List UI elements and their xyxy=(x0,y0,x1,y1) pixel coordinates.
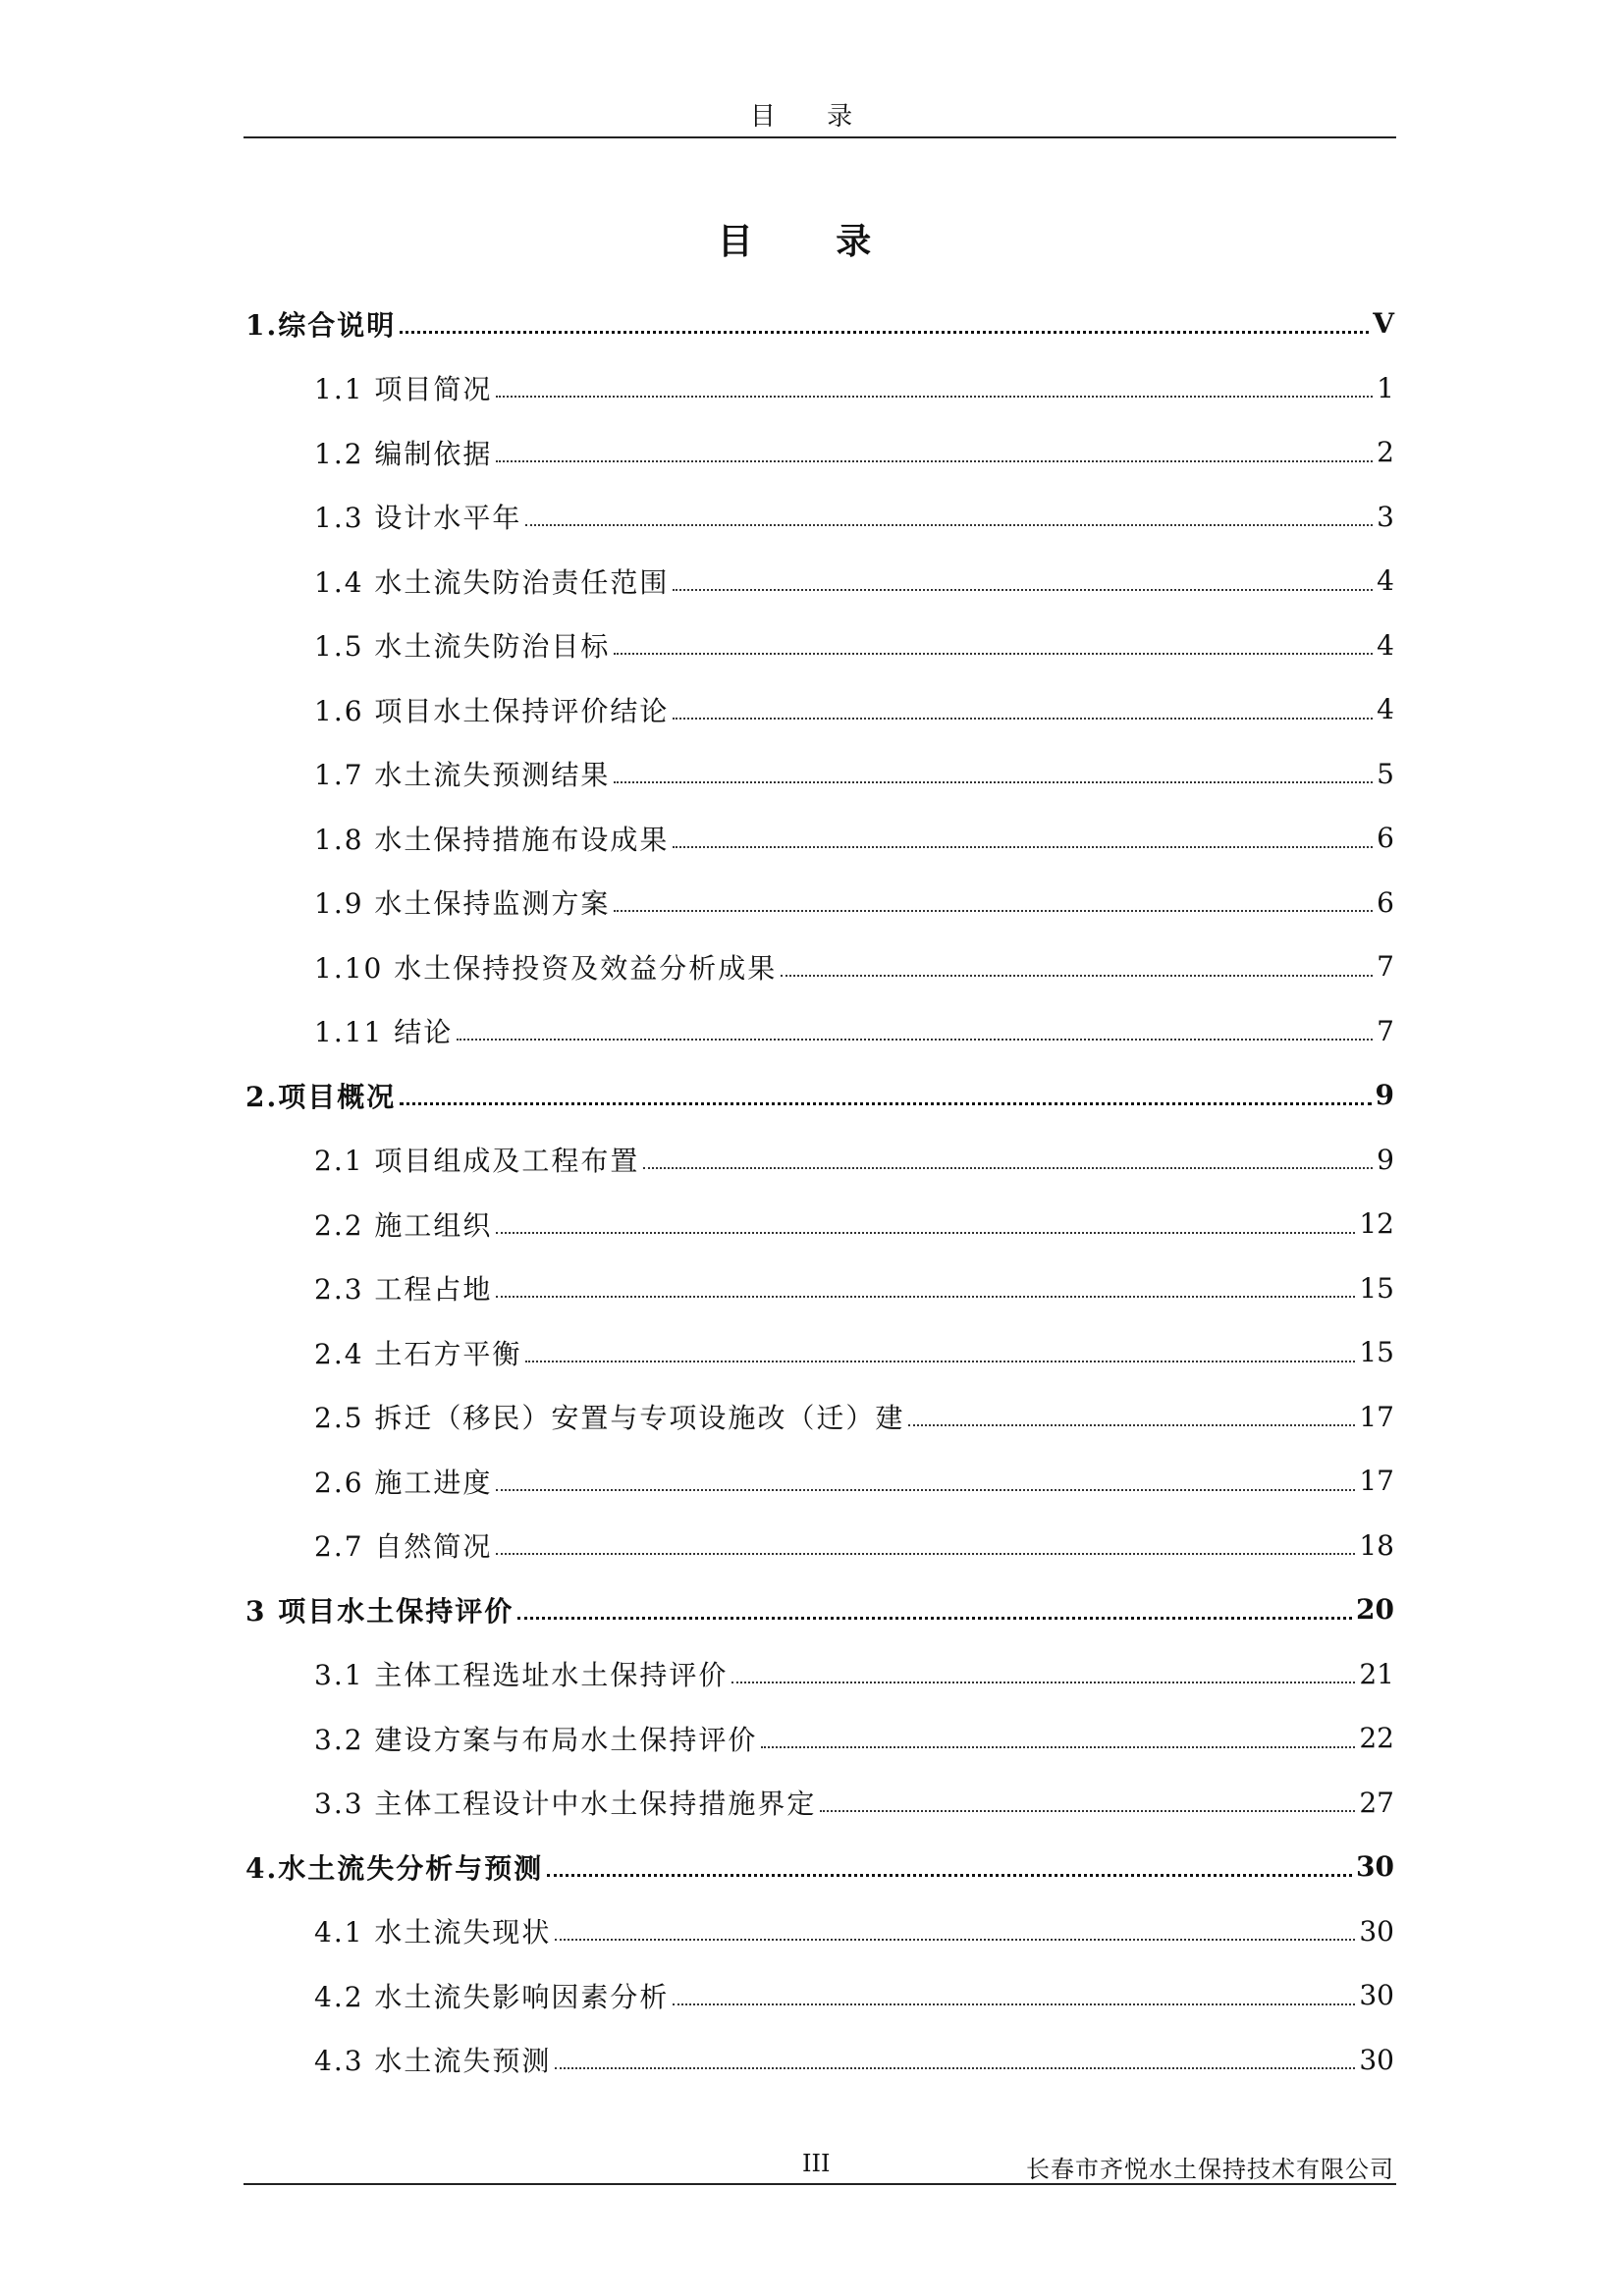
toc-entry-page-number: 7 xyxy=(1377,950,1394,984)
toc-section-entry[interactable] xyxy=(245,356,1394,421)
toc-chapter-entry[interactable] xyxy=(245,292,1394,356)
toc-dot-leader xyxy=(400,1082,1371,1109)
toc-entry-label: 2.1 项目组成及工程布置 xyxy=(314,1145,640,1178)
toc-entry-label: 1.综合说明 xyxy=(245,308,397,342)
toc-entry-label: 2.7 自然简况 xyxy=(314,1530,493,1564)
toc-entry-label: 4.1 水土流失现状 xyxy=(314,1916,552,1949)
toc-entry-label: 3.1 主体工程选址水土保持评价 xyxy=(314,1659,729,1692)
toc-dot-leader xyxy=(673,825,1373,852)
toc-dot-leader xyxy=(908,1403,1355,1430)
toc-section-entry[interactable] xyxy=(245,1385,1394,1450)
toc-dot-leader xyxy=(496,1210,1355,1238)
toc-dot-leader xyxy=(555,1917,1355,1945)
toc-dot-leader xyxy=(457,1017,1373,1044)
toc-entry-label: 3.2 建设方案与布局水土保持评价 xyxy=(314,1723,758,1756)
toc-dot-leader xyxy=(673,696,1373,723)
toc-section-entry[interactable] xyxy=(245,1128,1394,1193)
toc-section-entry[interactable] xyxy=(245,806,1394,871)
toc-entry-page-number: V xyxy=(1373,307,1394,341)
toc-entry-page-number: 30 xyxy=(1356,1850,1394,1884)
toc-dot-leader xyxy=(614,631,1373,659)
toc-dot-leader xyxy=(517,1596,1352,1624)
toc-entry-label: 1.5 水土流失防治目标 xyxy=(314,630,611,664)
toc-section-entry[interactable] xyxy=(245,1514,1394,1578)
toc-dot-leader xyxy=(614,888,1373,916)
toc-entry-page-number: 17 xyxy=(1359,1465,1394,1498)
toc-dot-leader xyxy=(731,1660,1355,1687)
toc-dot-leader xyxy=(614,760,1373,787)
toc-entry-label: 2.3 工程占地 xyxy=(314,1273,493,1307)
toc-dot-leader xyxy=(525,1339,1355,1366)
toc-section-entry[interactable] xyxy=(245,1449,1394,1514)
toc-entry-label: 3 项目水土保持评价 xyxy=(245,1594,514,1628)
toc-dot-leader xyxy=(496,1468,1355,1495)
toc-dot-leader xyxy=(525,503,1373,530)
toc-section-entry[interactable] xyxy=(245,1192,1394,1256)
toc-entry-page-number: 4 xyxy=(1377,693,1394,726)
toc-entry-page-number: 18 xyxy=(1359,1528,1394,1562)
toc-entry-page-number: 22 xyxy=(1359,1722,1394,1755)
toc-dot-leader xyxy=(555,2046,1355,2073)
toc-section-entry[interactable] xyxy=(245,1899,1394,1964)
toc-section-entry[interactable] xyxy=(245,485,1394,550)
toc-dot-leader xyxy=(673,1982,1355,2009)
toc-section-entry[interactable] xyxy=(245,1963,1394,2028)
toc-dot-leader xyxy=(781,953,1373,981)
toc-entry-page-number: 7 xyxy=(1377,1014,1394,1047)
toc-section-entry[interactable] xyxy=(245,934,1394,999)
toc-section-entry[interactable] xyxy=(245,742,1394,807)
toc-dot-leader xyxy=(496,1274,1355,1302)
toc-entry-page-number: 6 xyxy=(1377,822,1394,855)
toc-section-entry[interactable] xyxy=(245,871,1394,935)
toc-entry-page-number: 15 xyxy=(1359,1336,1394,1369)
toc-chapter-entry[interactable] xyxy=(245,1577,1394,1642)
toc-entry-label: 2.6 施工进度 xyxy=(314,1466,493,1499)
toc-entry-page-number: 12 xyxy=(1359,1207,1394,1241)
toc-entry-label: 1.9 水土保持监测方案 xyxy=(314,887,611,921)
toc-entry-label: 1.7 水土流失预测结果 xyxy=(314,759,611,792)
toc-section-entry[interactable] xyxy=(245,2028,1394,2093)
toc-section-entry[interactable] xyxy=(245,549,1394,614)
toc-dot-leader xyxy=(820,1789,1355,1816)
table-of-contents xyxy=(245,292,1394,2092)
toc-entry-label: 2.5 拆迁（移民）安置与专项设施改（迁）建 xyxy=(314,1402,905,1435)
toc-entry-page-number: 21 xyxy=(1359,1657,1394,1690)
toc-entry-page-number: 5 xyxy=(1377,757,1394,790)
toc-entry-page-number: 15 xyxy=(1359,1271,1394,1305)
toc-section-entry[interactable] xyxy=(245,1706,1394,1771)
toc-dot-leader xyxy=(496,1531,1355,1559)
toc-section-entry[interactable] xyxy=(245,420,1394,485)
toc-entry-page-number: 1 xyxy=(1377,371,1394,404)
toc-entry-page-number: 9 xyxy=(1375,1079,1394,1112)
toc-entry-page-number: 30 xyxy=(1359,1914,1394,1948)
toc-entry-label: 1.4 水土流失防治责任范围 xyxy=(314,565,670,599)
running-header-title: 目 录 xyxy=(749,102,875,132)
toc-dot-leader xyxy=(643,1146,1373,1173)
toc-entry-label: 4.3 水土流失预测 xyxy=(314,2045,552,2078)
footer-company-name: 长春市齐悦水土保持技术有限公司 xyxy=(1026,2156,1394,2183)
toc-entry-page-number: 17 xyxy=(1359,1400,1394,1433)
toc-section-entry[interactable] xyxy=(245,1642,1394,1707)
toc-entry-label: 1.11 结论 xyxy=(314,1016,454,1049)
toc-dot-leader xyxy=(496,374,1373,401)
toc-entry-page-number: 27 xyxy=(1359,1786,1394,1819)
toc-dot-leader xyxy=(496,439,1373,466)
toc-section-entry[interactable] xyxy=(245,999,1394,1064)
toc-entry-label: 2.2 施工组织 xyxy=(314,1208,493,1242)
toc-entry-page-number: 30 xyxy=(1359,1979,1394,2012)
toc-entry-page-number: 2 xyxy=(1377,436,1394,469)
toc-entry-label: 1.8 水土保持措施布设成果 xyxy=(314,823,670,856)
toc-section-entry[interactable] xyxy=(245,1771,1394,1836)
header-divider xyxy=(244,136,1396,138)
toc-dot-leader xyxy=(547,1853,1352,1881)
footer-page-number: III xyxy=(802,2150,831,2177)
toc-entry-label: 2.项目概况 xyxy=(245,1080,397,1113)
toc-entry-label: 1.10 水土保持投资及效益分析成果 xyxy=(314,951,778,985)
toc-entry-page-number: 9 xyxy=(1377,1143,1394,1176)
toc-entry-label: 3.3 主体工程设计中水土保持措施界定 xyxy=(314,1788,817,1821)
toc-entry-label: 1.6 项目水土保持评价结论 xyxy=(314,694,670,727)
toc-section-entry[interactable] xyxy=(245,1320,1394,1385)
toc-entry-label: 4.2 水土流失影响因素分析 xyxy=(314,1980,670,2013)
toc-entry-label: 1.3 设计水平年 xyxy=(314,502,522,535)
toc-entry-page-number: 30 xyxy=(1359,2043,1394,2076)
toc-entry-page-number: 4 xyxy=(1377,628,1394,662)
page-title: 目 录 xyxy=(717,221,907,262)
toc-entry-label: 2.4 土石方平衡 xyxy=(314,1337,522,1370)
toc-dot-leader xyxy=(673,567,1373,595)
toc-entry-page-number: 3 xyxy=(1377,500,1394,533)
toc-entry-page-number: 4 xyxy=(1377,564,1394,598)
toc-entry-label: 4.水土流失分析与预测 xyxy=(245,1851,544,1885)
toc-entry-label: 1.2 编制依据 xyxy=(314,437,493,470)
footer-divider xyxy=(244,2183,1396,2185)
toc-chapter-entry[interactable] xyxy=(245,1835,1394,1899)
toc-section-entry[interactable] xyxy=(245,614,1394,678)
toc-section-entry[interactable] xyxy=(245,1256,1394,1321)
toc-entry-page-number: 20 xyxy=(1356,1593,1394,1627)
toc-dot-leader xyxy=(761,1725,1355,1752)
toc-entry-page-number: 6 xyxy=(1377,885,1394,919)
toc-chapter-entry[interactable] xyxy=(245,1063,1394,1128)
toc-dot-leader xyxy=(400,310,1369,338)
toc-section-entry[interactable] xyxy=(245,677,1394,742)
toc-entry-label: 1.1 项目简况 xyxy=(314,373,493,406)
